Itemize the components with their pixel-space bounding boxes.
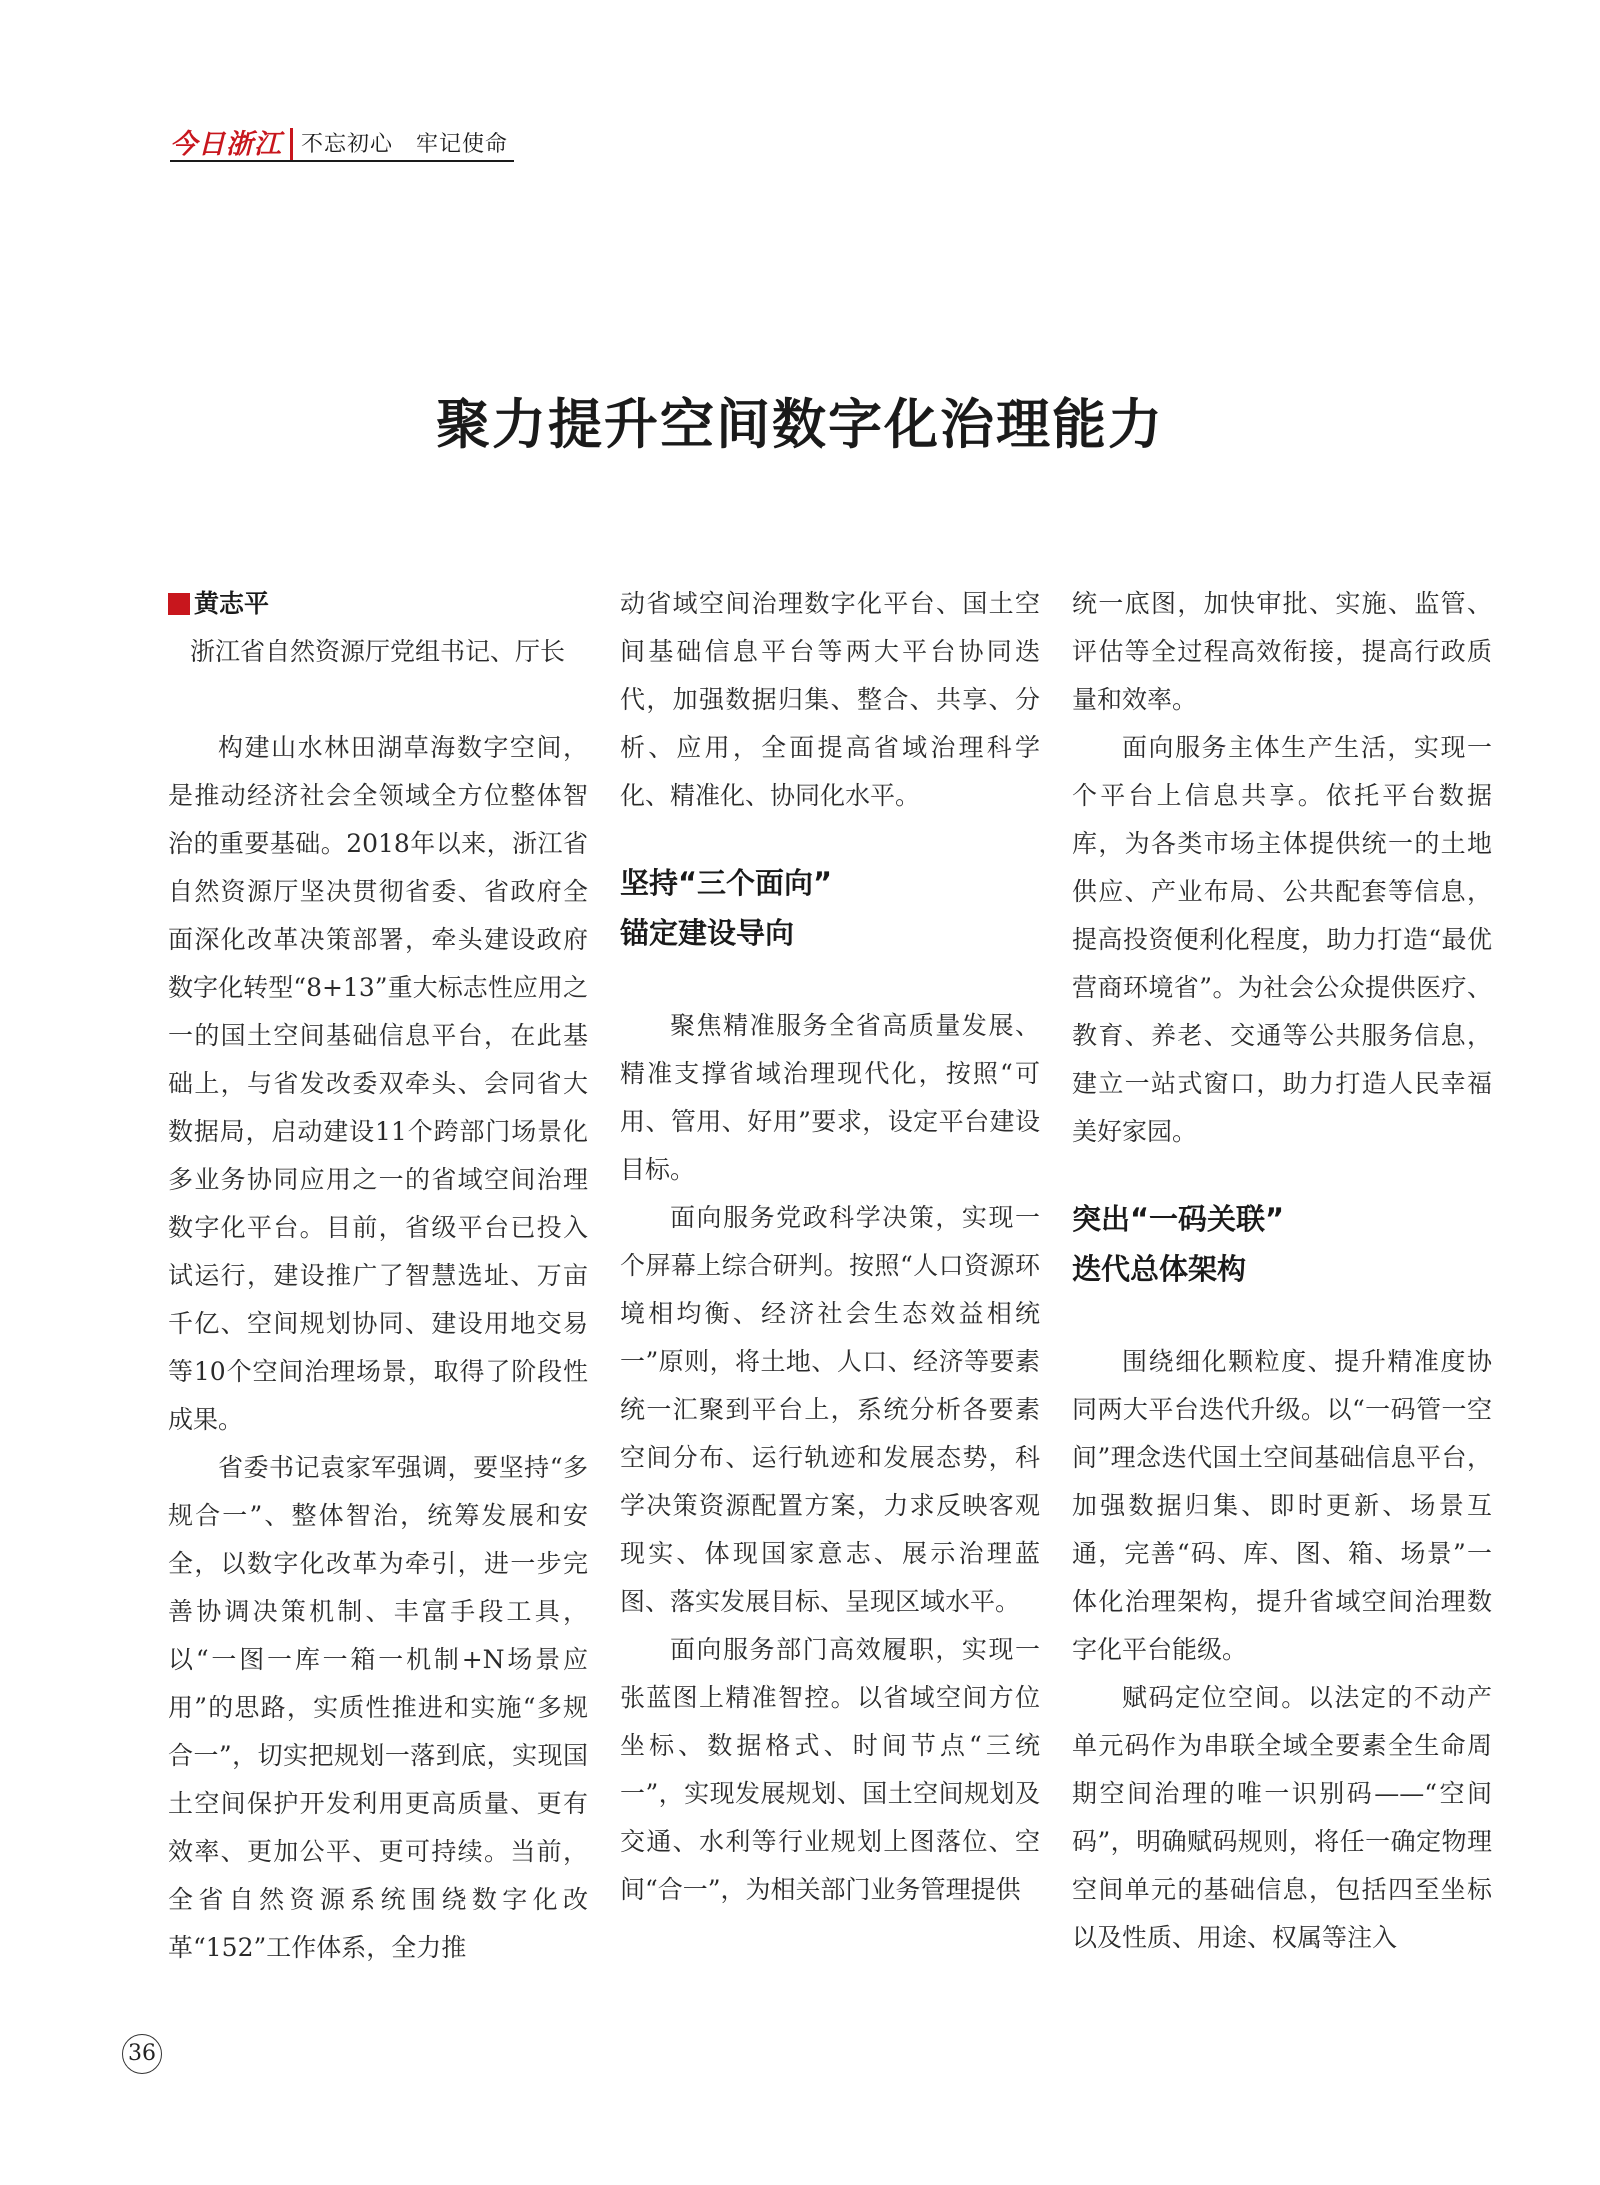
column-3 <box>1072 580 1492 1962</box>
paragraph: 省委书记袁家军强调，要坚持“多规合一”、整体智治，统筹发展和安全，以数字化改革为牵引，进一步完善协调决策机制、丰富手段工具，以“一图一库一箱一机制+N场景应用”的思路，实质性推进和实施“多规合一”，切实把规划一落到底，实现国土空间保护开发利用更高质量、更有效率、更加公平、更可持续。当前，全省自然资源系统围绕数字化改革“152”工作体系，全力推 <box>168 1453 588 1962</box>
magazine-header <box>170 122 508 162</box>
paragraph: 构建山水林田湖草海数字空间，是推动经济社会全领域全方位整体智治的重要基础。2018年以来，浙江省自然资源厅坚决贯彻省委、省政府全面深化改革决策部署，牵头建设政府数字化转型“8+13”重大标志性应用之一的国土空间基础信息平台，在此基础上，与省发改委双牵头、会同省大数据局，启动建设11个跨部门场景化多业务协同应用之一的省域空间治理数字化平台。目前，省级平台已投入试运行，建设推广了智慧选址、万亩千亿、空间规划协同、建设用地交易等10个空间治理场景，取得了阶段性成果。 <box>168 733 588 1434</box>
paragraph: 面向服务党政科学决策，实现一个屏幕上综合研判。按照“人口资源环境相均衡、经济社会生态效益相统一”原则，将土地、人口、经济等要素统一汇聚到平台上，系统分析各要素空间分布、运行轨迹和发展态势，科学决策资源配置方案，力求反映客观现实、体现国家意志、展示治理蓝图、落实发展目标、呈现区域水平。 <box>620 1203 1040 1616</box>
paragraph: 赋码定位空间。以法定的不动产单元码作为串联全域全要素全生命周期空间治理的唯一识别码——“空间码”，明确赋码规则，将任一确定物理空间单元的基础信息，包括四至坐标以及性质、用途、权属等注入 <box>1072 1683 1492 1952</box>
column-2 <box>620 580 1040 1914</box>
paragraph: 面向服务主体生产生活，实现一个平台上信息共享。依托平台数据库，为各类市场主体提供统一的土地供应、产业布局、公共配套等信息，提高投资便利化程度，助力打造“最优营商环境省”。为社会公众提供医疗、教育、养老、交通等公共服务信息，建立一站式窗口，助力打造人民幸福美好家园。 <box>1072 733 1492 1146</box>
header-slogan: 不忘初心 牢记使命 <box>301 132 509 157</box>
column-1 <box>168 580 588 1972</box>
magazine-logo: 今日浙江 <box>170 129 282 160</box>
page-number: 36 <box>122 2034 162 2074</box>
author-line <box>168 580 588 628</box>
paragraph: 聚焦精准服务全省高质量发展、精准支撑省域治理现代化，按照“可用、管用、好用”要求，设定平台建设目标。 <box>620 1011 1040 1184</box>
paragraph: 动省域空间治理数字化平台、国土空间基础信息平台等两大平台协同迭代，加强数据归集、整合、共享、分析、应用，全面提高省域治理科学化、精准化、协同化水平。 <box>620 589 1040 810</box>
author-marker-icon <box>168 593 190 615</box>
paragraph: 统一底图，加快审批、实施、监管、评估等全过程高效衔接，提高行政质量和效率。 <box>1072 589 1492 714</box>
author-name: 黄志平 <box>194 589 270 618</box>
section-heading-1: 坚持“三个面向” 锚定建设导向 <box>620 866 833 950</box>
paragraph: 围绕细化颗粒度、提升精准度协同两大平台迭代升级。以“一码管一空间”理念迭代国土空间基础信息平台，加强数据归集、即时更新、场景互通，完善“码、库、图、箱、场景”一体化治理架构，提升省域空间治理数字化平台能级。 <box>1072 1347 1492 1664</box>
header-underline <box>170 160 514 162</box>
section-heading-2: 突出“一码关联” 迭代总体架构 <box>1072 1202 1285 1286</box>
header-divider <box>290 128 293 162</box>
article-title: 聚力提升空间数字化治理能力 <box>436 392 1164 456</box>
paragraph: 面向服务部门高效履职，实现一张蓝图上精准智控。以省域空间方位坐标、数据格式、时间节点“三统一”，实现发展规划、国土空间规划及交通、水利等行业规划上图落位、空间“合一”，为相关部门业务管理提供 <box>620 1635 1040 1904</box>
author-role: 浙江省自然资源厅党组书记、厅长 <box>190 637 566 666</box>
